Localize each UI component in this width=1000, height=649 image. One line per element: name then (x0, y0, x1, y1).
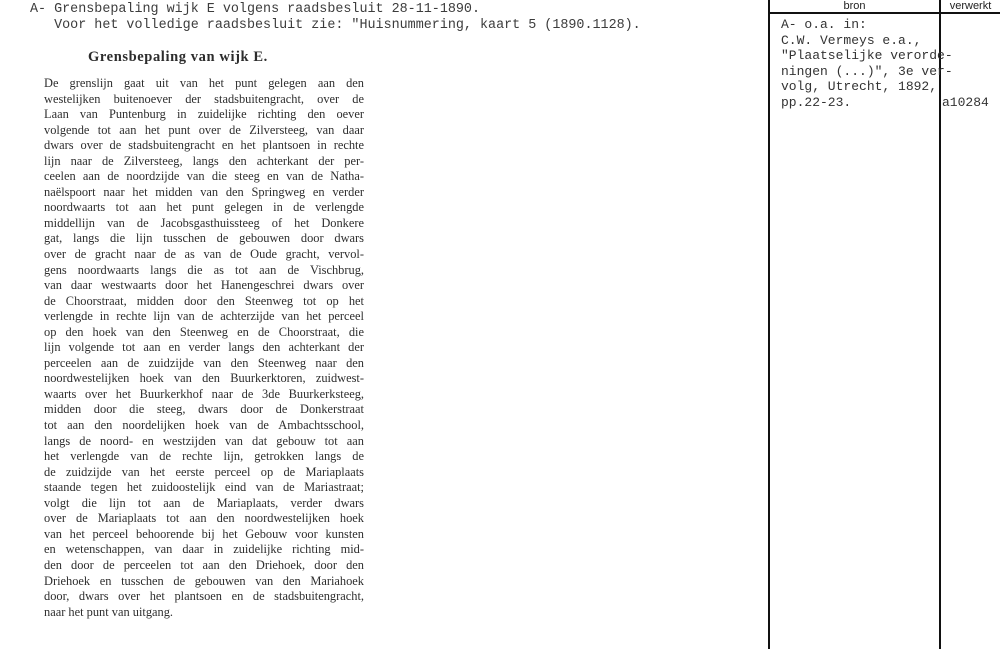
body-line: naëlspoort naar het midden van den Springweg en verder (44, 184, 364, 199)
bron-line: pp.22-23. (781, 94, 852, 110)
verwerkt-code: a10284 (942, 95, 989, 110)
body-line: gens noordwaarts langs die as tot aan de Vischbrug, (44, 262, 364, 277)
body-line: lijn volgende tot aan en verder langs den achterkant der (44, 340, 364, 355)
body-line: De grenslijn gaat uit van het punt gelegen aan den (44, 76, 364, 90)
body-line: den door de perceelen tot aan den Driehoek, door den (44, 557, 364, 572)
body-line: volgt die lijn tot aan de Mariaplaats, verder dwars (44, 495, 364, 510)
header-line-1: A- Grensbepaling wijk E volgens raadsbesluit 28-11-1890. (30, 2, 480, 17)
body-line: naar het punt van uitgang. (44, 604, 174, 619)
body-line: westelijken buitenoever der stadsbuitengracht, over de (44, 91, 364, 106)
body-line: op den hoek van den Steenweg en de Choorstraat, die (44, 324, 364, 339)
bron-line: A- o.a. in: (781, 17, 867, 32)
card-header-rule (768, 12, 1000, 14)
body-line: Driehoek en tusschen de gebouwen van den Mariahoek (44, 573, 364, 588)
body-line: van daar westwaarts door het Hanengeschrei dwars over (44, 278, 364, 293)
column-header-bron: bron (843, 0, 866, 12)
body-line: over de Mariaplaats tot aan den noordwestelijken hoek (44, 511, 364, 526)
body-line: midden door die steeg, dwars door de Donkerstraat (44, 402, 364, 417)
bron-line: volg, Utrecht, 1892, (781, 79, 938, 95)
card-left-border (768, 0, 770, 649)
body-line: dwars over de stadsbuitengracht en het plantsoen in rechte (44, 138, 364, 153)
body-line: lijn naar de Zilversteeg, langs den achterkant der per- (44, 153, 364, 168)
body-line: het verlengde van de rechte lijn, getrokken langs de (44, 449, 364, 464)
body-line: ceelen aan de noordzijde van die steeg en van de Natha- (44, 169, 364, 184)
body-line: staande tegen het zuidoostelijk eind van de Mariastraat; (44, 480, 364, 495)
body-line: perceelen aan de zuidzijde van den Steenweg naar den (44, 355, 364, 370)
header-line-2: Voor het volledige raadsbesluit zie: "Huisnummering, kaart 5 (1890.1128). (30, 18, 641, 33)
bron-entry (781, 17, 953, 111)
body-line: van het perceel behoorende bij het Gebouw voor kunsten (44, 526, 364, 541)
document-header (30, 2, 760, 34)
body-line: waarts over het Buurkerkhof naar de 3de Buurkerksteeg, (44, 386, 364, 401)
body-line: noordwaarts tot aan het punt gelegen in de verlengde (44, 200, 364, 215)
body-line: volgende tot aan het punt over de Zilversteeg, van daar (44, 122, 364, 137)
body-line: en wetenschappen, van daar in zuidelijke richting mid- (44, 542, 364, 557)
body-line: noordwestelijken hoek van den Buurkerktoren, zuidwest- (44, 371, 364, 386)
body-line: middellijn van de Jacobsgasthuissteeg of het Donkere (44, 215, 364, 230)
body-line: tot aan den noordelijken hoek van de Ambachtsschool, (44, 418, 364, 433)
body-line: Laan van Puntenburg in zuidelijke richting den oever (44, 107, 364, 122)
document-title: Grensbepaling van wijk E. (88, 49, 268, 65)
body-line: door, dwars over het plantsoen en de stadsbuitengracht, (44, 589, 364, 604)
body-line: langs de noord- en westzijden van dat gebouw tot aan (44, 433, 364, 448)
bron-line: C.W. Vermeys e.a., (781, 32, 922, 48)
body-line: de zuidzijde van het eerste perceel op de Mariaplaats (44, 464, 364, 479)
column-header-verwerkt: verwerkt (949, 0, 992, 12)
bron-line: "Plaatselijke verorde- (781, 48, 953, 64)
document-body (44, 76, 364, 620)
bron-line: ningen (...)", 3e ver- (781, 63, 953, 79)
body-line: verlengde in rechte lijn van de achterzijde van het perceel (44, 309, 364, 324)
body-line: gat, langs die lijn tusschen de gebouwen door dwars (44, 231, 364, 246)
body-line: over de gracht naar de as van de Oude gracht, vervol- (44, 247, 364, 262)
body-line: de Choorstraat, midden door den Steenweg tot op het (44, 293, 364, 308)
